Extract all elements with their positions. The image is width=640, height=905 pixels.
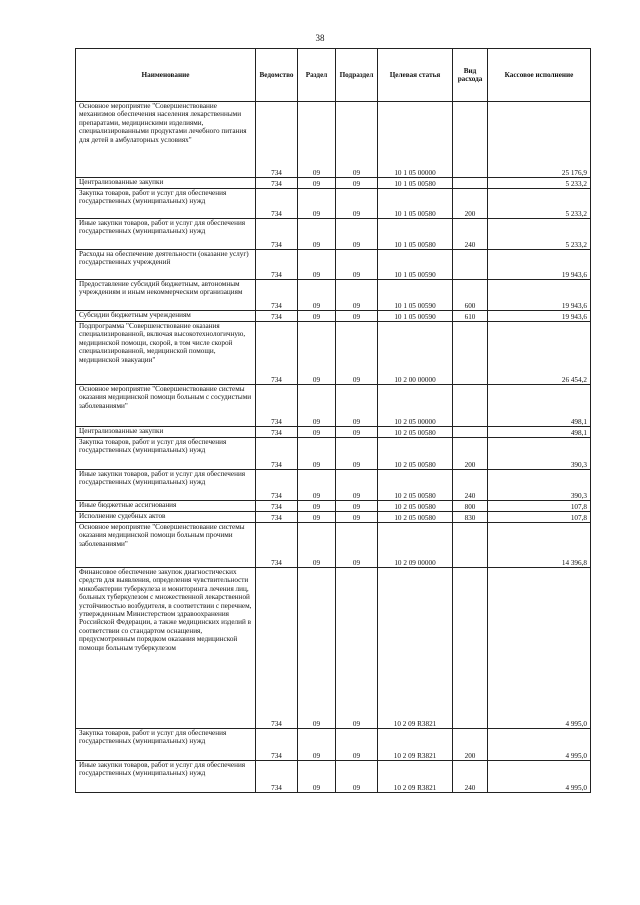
row-vedomstvo: 734: [256, 501, 298, 512]
row-razdel: 09: [298, 568, 336, 729]
header-name: Наименование: [76, 49, 256, 102]
row-amount: 107,8: [488, 512, 591, 523]
budget-execution-table: [75, 48, 591, 793]
row-razdel: 09: [298, 102, 336, 178]
row-podrazdel: 09: [336, 178, 378, 189]
row-name: Предоставление субсидий бюджетным, автономным учреждениям и иным некоммерческим организациям: [76, 280, 256, 311]
row-vid-raskhoda: 600: [453, 280, 488, 311]
row-podrazdel: 09: [336, 189, 378, 219]
row-name: Финансовое обеспечение закупок диагностических средств для выявления, определения чувствительности микобактерии туберкулеза и мониторинга лечения лиц, больных туберкулезом с множественной лекарственной устойчивостью возбудителя, в соответствии с перечнем, утвержденным Министерством здравоохранения Российской Федерации, а также медицинских изделий в соответствии со стандартом оснащения, предусмотренным порядком оказания медицинской помощи больным туберкулезом: [76, 568, 256, 729]
row-vid-raskhoda: 200: [453, 189, 488, 219]
row-vedomstvo: 734: [256, 729, 298, 761]
row-celevaya-statya: 10 1 05 00580: [378, 178, 453, 189]
row-vid-raskhoda: [453, 322, 488, 385]
row-name: Иные закупки товаров, работ и услуг для обеспечения государственных (муниципальных) нужд: [76, 219, 256, 250]
row-vid-raskhoda: 200: [453, 729, 488, 761]
row-vid-raskhoda: [453, 250, 488, 280]
row-name: Централизованные закупки: [76, 427, 256, 438]
row-amount: 19 943,6: [488, 250, 591, 280]
row-vid-raskhoda: [453, 568, 488, 729]
row-vid-raskhoda: [453, 427, 488, 438]
table-row: [76, 250, 591, 280]
row-razdel: 09: [298, 427, 336, 438]
row-celevaya-statya: 10 2 09 R3821: [378, 761, 453, 793]
row-podrazdel: 09: [336, 761, 378, 793]
table-row: [76, 189, 591, 219]
row-amount: 4 995,0: [488, 568, 591, 729]
header-podrazdel: Подраздел: [336, 49, 378, 102]
row-podrazdel: 09: [336, 568, 378, 729]
row-vedomstvo: 734: [256, 568, 298, 729]
table-row: [76, 568, 591, 729]
row-razdel: 09: [298, 729, 336, 761]
header-vedomstvo: Ведомство: [256, 49, 298, 102]
row-vedomstvo: 734: [256, 311, 298, 322]
row-celevaya-statya: 10 2 09 R3821: [378, 568, 453, 729]
row-vedomstvo: 734: [256, 427, 298, 438]
row-podrazdel: 09: [336, 523, 378, 568]
row-name: Исполнение судебных актов: [76, 512, 256, 523]
row-razdel: 09: [298, 280, 336, 311]
row-name: Основное мероприятие "Совершенствование системы оказания медицинской помощи больным прочими заболеваниями": [76, 523, 256, 568]
row-vid-raskhoda: [453, 102, 488, 178]
row-amount: 107,8: [488, 501, 591, 512]
row-vedomstvo: 734: [256, 189, 298, 219]
row-vedomstvo: 734: [256, 250, 298, 280]
row-vid-raskhoda: [453, 523, 488, 568]
row-vedomstvo: 734: [256, 438, 298, 470]
row-amount: 5 233,2: [488, 189, 591, 219]
table-header-row: [76, 49, 591, 102]
row-razdel: 09: [298, 322, 336, 385]
table-row: [76, 438, 591, 470]
row-vedomstvo: 734: [256, 178, 298, 189]
row-razdel: 09: [298, 311, 336, 322]
row-podrazdel: 09: [336, 512, 378, 523]
row-name: Иные закупки товаров, работ и услуг для обеспечения государственных (муниципальных) нужд: [76, 470, 256, 501]
row-amount: 390,3: [488, 438, 591, 470]
row-vid-raskhoda: 240: [453, 761, 488, 793]
table-row: [76, 427, 591, 438]
row-vid-raskhoda: 240: [453, 219, 488, 250]
row-celevaya-statya: 10 2 05 00580: [378, 427, 453, 438]
header-vid-raskhoda: Вид расхода: [453, 49, 488, 102]
table-row: [76, 219, 591, 250]
row-amount: 19 943,6: [488, 280, 591, 311]
row-podrazdel: 09: [336, 729, 378, 761]
row-amount: 5 233,2: [488, 178, 591, 189]
row-celevaya-statya: 10 1 05 00580: [378, 219, 453, 250]
row-vedomstvo: 734: [256, 523, 298, 568]
row-razdel: 09: [298, 470, 336, 501]
row-name: Основное мероприятие "Совершенствование системы оказания медицинской помощи больным с сосудистыми заболеваниями": [76, 385, 256, 427]
table-row: [76, 102, 591, 178]
row-razdel: 09: [298, 761, 336, 793]
row-celevaya-statya: 10 2 05 00580: [378, 512, 453, 523]
row-podrazdel: 09: [336, 385, 378, 427]
row-podrazdel: 09: [336, 219, 378, 250]
row-name: Закупка товаров, работ и услуг для обеспечения государственных (муниципальных) нужд: [76, 438, 256, 470]
table-row: [76, 501, 591, 512]
row-razdel: 09: [298, 385, 336, 427]
row-podrazdel: 09: [336, 470, 378, 501]
table-row: [76, 178, 591, 189]
row-name: Основное мероприятие "Совершенствование механизмов обеспечения населения лекарственными препаратами, медицинскими изделиями, специализированными продуктами лечебного питания для детей в амбулаторных условиях": [76, 102, 256, 178]
table-row: [76, 311, 591, 322]
table-row: [76, 385, 591, 427]
row-vedomstvo: 734: [256, 219, 298, 250]
row-podrazdel: 09: [336, 438, 378, 470]
row-name: Иные бюджетные ассигнования: [76, 501, 256, 512]
row-celevaya-statya: 10 2 09 00000: [378, 523, 453, 568]
row-podrazdel: 09: [336, 322, 378, 385]
row-vedomstvo: 734: [256, 102, 298, 178]
row-vid-raskhoda: 200: [453, 438, 488, 470]
table-row: [76, 523, 591, 568]
row-amount: 4 995,0: [488, 729, 591, 761]
table-row: [76, 729, 591, 761]
row-amount: 390,3: [488, 470, 591, 501]
row-celevaya-statya: 10 2 05 00580: [378, 470, 453, 501]
row-vid-raskhoda: [453, 385, 488, 427]
table-row: [76, 470, 591, 501]
row-name: Закупка товаров, работ и услуг для обеспечения государственных (муниципальных) нужд: [76, 729, 256, 761]
row-razdel: 09: [298, 523, 336, 568]
row-amount: 26 454,2: [488, 322, 591, 385]
row-vedomstvo: 734: [256, 385, 298, 427]
row-celevaya-statya: 10 2 00 00000: [378, 322, 453, 385]
row-razdel: 09: [298, 178, 336, 189]
row-celevaya-statya: 10 2 09 R3821: [378, 729, 453, 761]
row-celevaya-statya: 10 1 05 00000: [378, 102, 453, 178]
row-celevaya-statya: 10 2 05 00000: [378, 385, 453, 427]
row-razdel: 09: [298, 512, 336, 523]
row-vedomstvo: 734: [256, 512, 298, 523]
row-celevaya-statya: 10 1 05 00580: [378, 189, 453, 219]
row-name: Централизованные закупки: [76, 178, 256, 189]
row-celevaya-statya: 10 1 05 00590: [378, 280, 453, 311]
row-vedomstvo: 734: [256, 322, 298, 385]
row-podrazdel: 09: [336, 311, 378, 322]
row-name: Субсидии бюджетным учреждениям: [76, 311, 256, 322]
table-row: [76, 761, 591, 793]
row-vid-raskhoda: 800: [453, 501, 488, 512]
row-amount: 5 233,2: [488, 219, 591, 250]
header-kassovoe-ispolnenie: Кассовое исполнение: [488, 49, 591, 102]
row-podrazdel: 09: [336, 280, 378, 311]
row-vedomstvo: 734: [256, 761, 298, 793]
row-name: Расходы на обеспечение деятельности (оказание услуг) государственных учреждений: [76, 250, 256, 280]
row-celevaya-statya: 10 2 05 00580: [378, 501, 453, 512]
row-razdel: 09: [298, 250, 336, 280]
row-amount: 14 396,8: [488, 523, 591, 568]
row-razdel: 09: [298, 501, 336, 512]
row-name: Подпрограмма "Совершенствование оказания специализированной, включая высокотехнологичную, медицинской помощи, скорой, в том числе скорой специализированной, медицинской помощи, медицинской эвакуации": [76, 322, 256, 385]
row-vid-raskhoda: [453, 178, 488, 189]
row-name: Закупка товаров, работ и услуг для обеспечения государственных (муниципальных) нужд: [76, 189, 256, 219]
row-amount: 19 943,6: [488, 311, 591, 322]
row-vid-raskhoda: 610: [453, 311, 488, 322]
row-vid-raskhoda: 240: [453, 470, 488, 501]
row-celevaya-statya: 10 1 05 00590: [378, 250, 453, 280]
row-celevaya-statya: 10 1 05 00590: [378, 311, 453, 322]
row-amount: 4 995,0: [488, 761, 591, 793]
row-razdel: 09: [298, 189, 336, 219]
row-amount: 25 176,9: [488, 102, 591, 178]
row-razdel: 09: [298, 438, 336, 470]
page-number: 38: [315, 33, 325, 43]
table-row: [76, 512, 591, 523]
row-amount: 498,1: [488, 385, 591, 427]
row-podrazdel: 09: [336, 427, 378, 438]
row-name: Иные закупки товаров, работ и услуг для обеспечения государственных (муниципальных) нужд: [76, 761, 256, 793]
row-celevaya-statya: 10 2 05 00580: [378, 438, 453, 470]
row-vedomstvo: 734: [256, 470, 298, 501]
row-vid-raskhoda: 830: [453, 512, 488, 523]
table-row: [76, 280, 591, 311]
row-vedomstvo: 734: [256, 280, 298, 311]
header-razdel: Раздел: [298, 49, 336, 102]
row-razdel: 09: [298, 219, 336, 250]
header-celevaya-statya: Целевая статья: [378, 49, 453, 102]
row-podrazdel: 09: [336, 250, 378, 280]
table-row: [76, 322, 591, 385]
row-amount: 498,1: [488, 427, 591, 438]
row-podrazdel: 09: [336, 102, 378, 178]
row-podrazdel: 09: [336, 501, 378, 512]
